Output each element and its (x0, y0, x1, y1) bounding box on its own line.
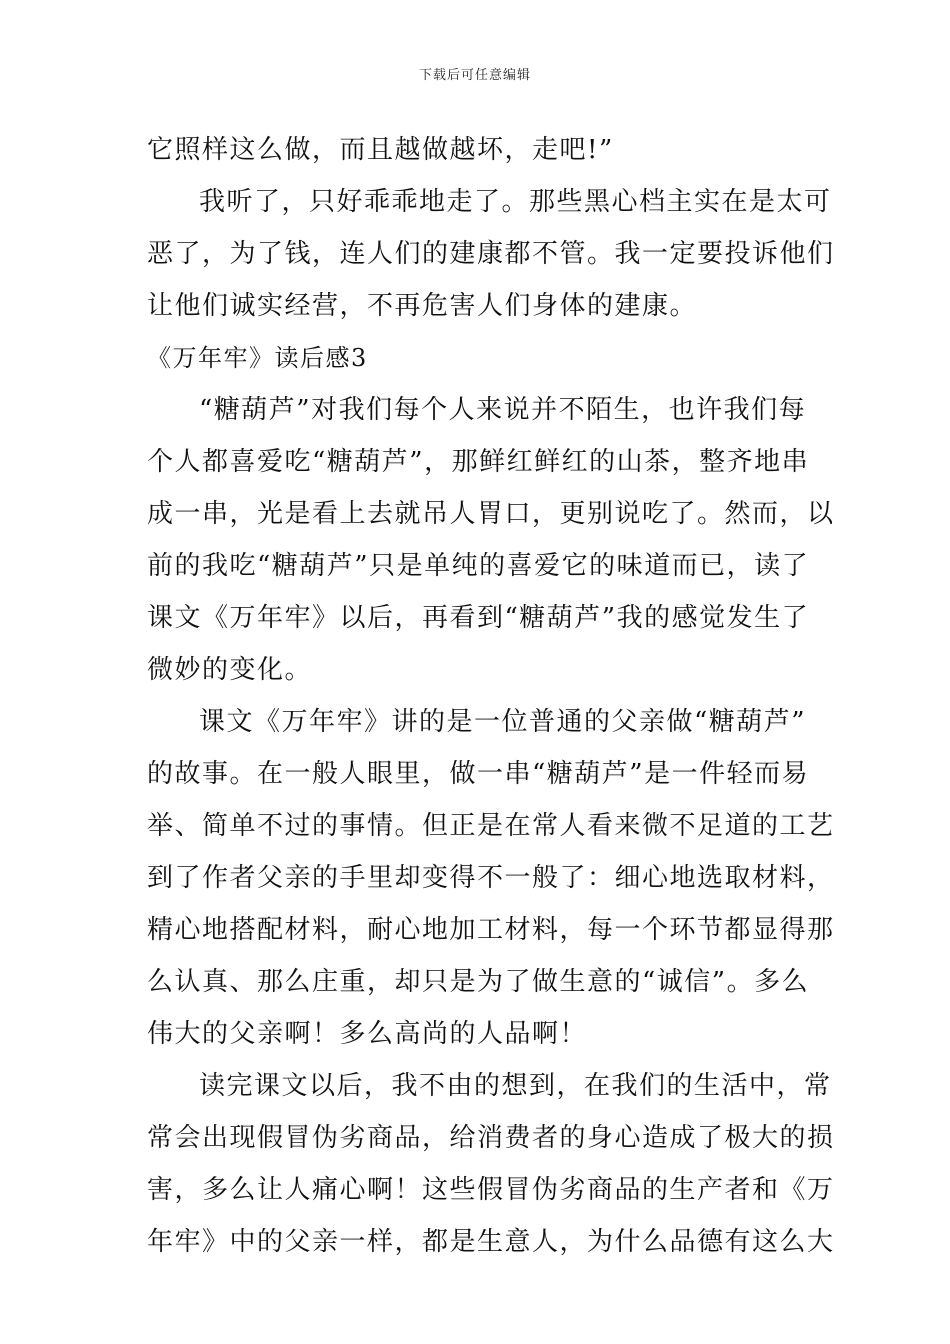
text-line: 微妙的变化。 (147, 655, 313, 685)
text-line: 成一串，光是看上去就吊人胃口，更别说吃了。然而，以 (147, 499, 835, 529)
text-line: 个人都喜爱吃“糖葫芦”，那鲜红鲜红的山茶，整齐地串 (147, 447, 810, 477)
text-line: 常会出现假冒伪劣商品，给消费者的身心造成了极大的损 (147, 1123, 835, 1153)
text-line: 害，多么让人痛心啊！这些假冒伪劣商品的生产者和《万 (147, 1175, 835, 1205)
text-line: 的故事。在一般人眼里，做一串“糖葫芦”是一件轻而易 (147, 759, 810, 789)
text-line: 我听了，只好乖乖地走了。那些黑心档主实在是太可 (199, 187, 832, 217)
text-line: 年牢》中的父亲一样，都是生意人，为什么品德有这么大 (147, 1227, 835, 1257)
text-line: 么认真、那么庄重，却只是为了做生意的“诚信”。多么 (147, 967, 810, 997)
text-line: 前的我吃“糖葫芦”只是单纯的喜爱它的味道而已，读了 (147, 551, 810, 581)
text-line: 读完课文以后，我不由的想到，在我们的生活中，常 (199, 1071, 832, 1101)
text-line: 举、简单不过的事情。但正是在常人看来微不足道的工艺 (147, 811, 835, 841)
text-line: “糖葫芦”对我们每个人来说并不陌生，也许我们每 (199, 395, 807, 425)
page-header: 下载后可任意编辑 (418, 68, 531, 83)
text-line: 到了作者父亲的手里却变得不一般了：细心地选取材料， (147, 863, 835, 893)
text-line: 精心地搭配材料，耐心地加工材料，每一个环节都显得那 (147, 915, 835, 945)
document-body (147, 124, 835, 1268)
text-line: 课文《万年牢》以后，再看到“糖葫芦”我的感觉发生了 (147, 603, 810, 633)
text-line: 恶了，为了钱，连人们的建康都不管。我一定要投诉他们 (147, 239, 835, 269)
text-line: 它照样这么做，而且越做越坏，走吧!” (147, 135, 614, 165)
section-title: 《万年牢》读后感3 (147, 344, 368, 372)
text-line: 伟大的父亲啊！多么高尚的人品啊！ (147, 1019, 588, 1049)
text-line: 让他们诚实经营，不再危害人们身体的建康。 (147, 291, 698, 321)
text-line: 课文《万年牢》讲的是一位普通的父亲做“糖葫芦” (199, 707, 807, 737)
